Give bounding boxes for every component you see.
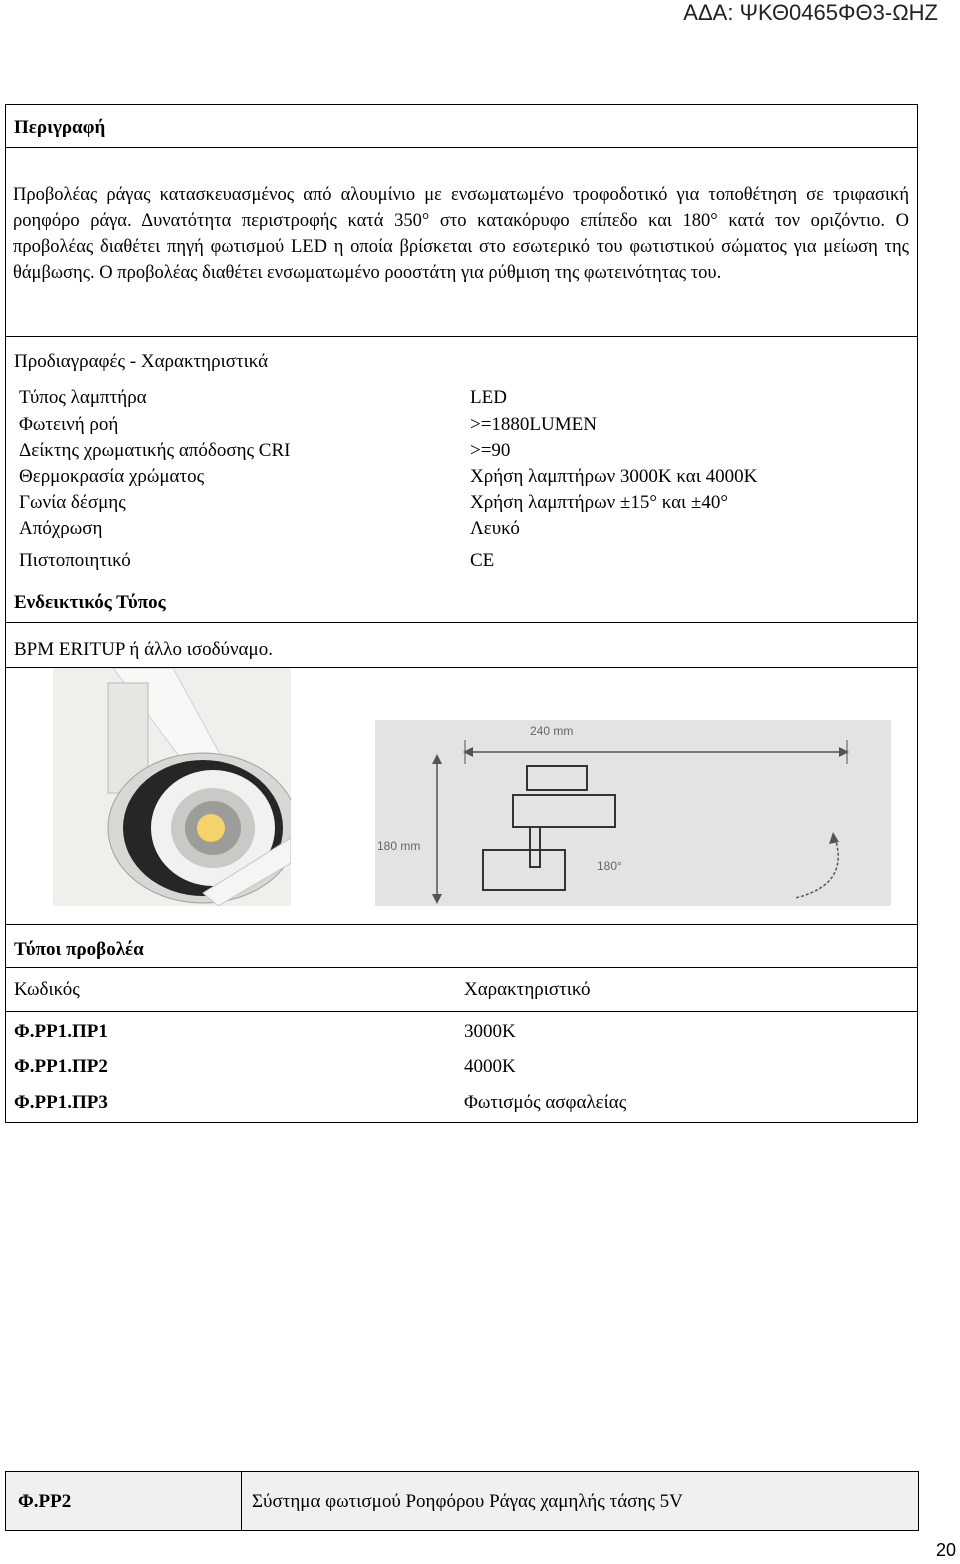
spec-value: >=1880LUMEN (470, 414, 597, 435)
spec-label: Τύπος λαμπτήρα (19, 387, 147, 408)
spec-label: Δείκτης χρωματικής απόδοσης CRI (19, 440, 291, 461)
indicative-text: BPM ERITUP ή άλλο ισοδύναμο. (14, 639, 273, 660)
type-code: Φ.ΡΡ1.ΠΡ2 (14, 1056, 108, 1077)
description-heading-box (5, 104, 918, 148)
column-divider (241, 1472, 242, 1530)
product-photo (53, 668, 291, 906)
spec-label: Απόχρωση (19, 518, 103, 539)
spec-value: Χρήση λαμπτήρων ±15° και ±40° (470, 492, 728, 513)
spec-label: Πιστοποιητικό (19, 550, 131, 571)
description-text: Προβολέας ράγας κατασκευασμένος από αλουμίνιο με ενσωματωμένο τροφοδοτικό για τοποθέτηση σε τριφασική ροηφόρο ράγα. Δυνατότητα περιστροφής κατά 350° στο κατακόρυφο επίπεδο και 180° κατά τον οριζόντιο. Ο προβολέας διαθέτει πηγή φωτισμού LED η οποία βρίσκεται στο εσωτερικό του φωτιστικού σώματος για μείωση της θάμβωσης. Ο προβολέας διαθέτει ενσωματωμένο ροοστάτη για ρύθμιση της φωτεινότητας του. (13, 185, 909, 283)
height-dimension-label: 180 mm (377, 839, 421, 853)
types-heading-box (5, 924, 918, 968)
description-heading: Περιγραφή (14, 117, 106, 138)
dimension-drawing (375, 720, 891, 906)
page-number: 20 (935, 1540, 956, 1560)
spec-value: >=90 (470, 440, 511, 461)
spec-row (6, 440, 919, 466)
spotlight-illustration (53, 668, 291, 906)
spec-value: Λευκό (470, 518, 520, 539)
document-code: ΑΔΑ: ΨΚΘ0465ΦΘ3-ΩΗΖ (683, 0, 938, 25)
types-heading: Τύποι προβολέα (14, 939, 144, 960)
spec-label: Φωτεινή ροή (19, 414, 119, 435)
spec-value: CE (470, 550, 495, 571)
type-code: Φ.ΡΡ1.ΠΡ3 (14, 1092, 108, 1113)
spec-row (6, 492, 919, 518)
specs-heading: Προδιαγραφές - Χαρακτηριστικά (14, 351, 269, 372)
spec-value: LED (470, 387, 507, 408)
specs-table (6, 387, 919, 571)
type-code: Φ.ΡΡ1.ΠΡ1 (14, 1021, 108, 1042)
angle-label: 180° (597, 859, 622, 873)
spec-row (6, 466, 919, 492)
col-feature-header: Χαρακτηριστικό (464, 979, 591, 1000)
type-feature: 3000K (464, 1021, 516, 1042)
types-header-box (5, 967, 918, 1012)
spec-value: Χρήση λαμπτήρων 3000K και 4000K (470, 466, 758, 487)
type-feature: 4000K (464, 1056, 516, 1077)
spec-row (6, 387, 919, 413)
width-dimension-label: 240 mm (530, 724, 574, 738)
spec-row (6, 414, 919, 440)
spec-row (6, 518, 919, 544)
next-item-title: Σύστημα φωτισμού Ροηφόρου Ράγας χαμηλής τάσης 5V (252, 1491, 683, 1512)
col-code-header: Κωδικός (14, 979, 80, 1000)
next-item-row (5, 1471, 919, 1531)
next-item-code: Φ.ΡΡ2 (18, 1491, 72, 1512)
specs-box (5, 336, 918, 623)
type-feature: Φωτισμός ασφαλείας (464, 1092, 627, 1113)
indicative-heading: Ενδεικτικός Τύπος (14, 592, 166, 613)
spec-label: Θερμοκρασία χρώματος (19, 466, 205, 487)
spec-label: Γωνία δέσμης (19, 492, 126, 513)
types-table (5, 1011, 918, 1123)
spec-row (6, 550, 919, 576)
indicative-box (5, 622, 918, 668)
